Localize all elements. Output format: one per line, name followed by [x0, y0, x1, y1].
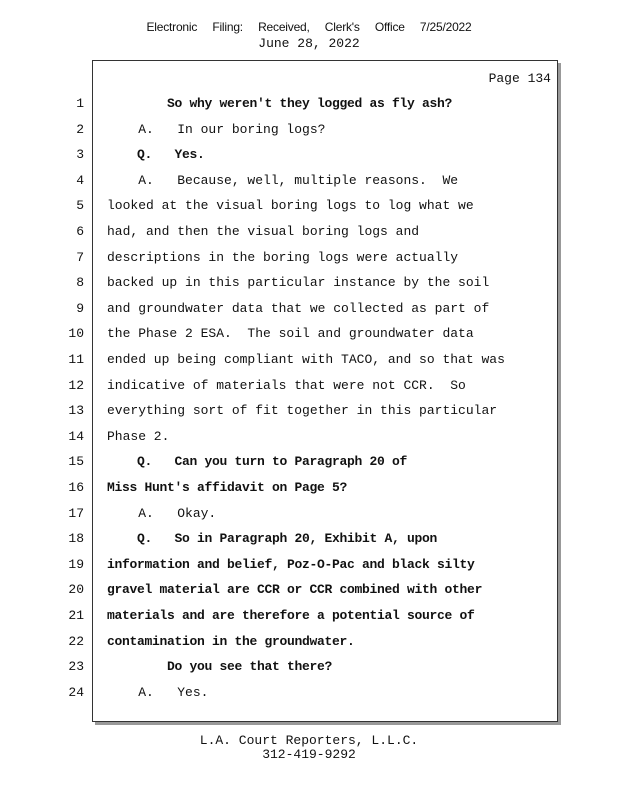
- line-number: 14: [68, 428, 84, 444]
- transcript-line: Q. Can you turn to Paragraph 20 of: [107, 454, 408, 470]
- line-number: 6: [76, 224, 84, 239]
- reporter-company: L.A. Court Reporters, L.L.C.: [199, 733, 419, 748]
- transcript-line: ended up being compliant with TACO, and so that was: [107, 352, 505, 367]
- transcript-line: information and belief, Poz-O-Pac and black silty: [107, 556, 475, 572]
- stamp-part: Clerk's: [324, 20, 360, 34]
- transcript-line: and groundwater data that we collected as part of: [107, 300, 490, 316]
- transcript-line: materials and are therefore a potential source of: [107, 608, 475, 623]
- line-number: 10: [68, 326, 84, 342]
- efiling-stamp: [0, 20, 618, 34]
- line-number: 24: [68, 684, 84, 700]
- transcript-line: Phase 2.: [107, 428, 170, 444]
- line-number: 3: [76, 147, 84, 163]
- stamp-part: Received,: [258, 20, 310, 34]
- line-number: 19: [68, 556, 84, 572]
- transcript-line: A. Because, well, multiple reasons. We: [107, 172, 459, 188]
- transcript-line: A. Yes.: [107, 684, 209, 700]
- line-number: 21: [68, 608, 84, 623]
- line-number: 8: [76, 275, 84, 291]
- transcript-line: Q. Yes.: [107, 147, 205, 163]
- transcript-line: Miss Hunt's affidavit on Page 5?: [107, 480, 348, 495]
- line-number: 11: [68, 352, 84, 367]
- line-number: 18: [68, 531, 84, 547]
- line-number: 17: [68, 505, 84, 521]
- line-number: 1: [76, 96, 84, 111]
- transcript-date: June 28, 2022: [258, 36, 360, 51]
- transcript-line: backed up in this particular instance by the soil: [107, 275, 490, 291]
- stamp-part: Office: [374, 20, 405, 34]
- stamp-part: 7/25/2022: [419, 20, 472, 34]
- line-number: 7: [76, 249, 84, 265]
- page-number: Page 134: [488, 71, 551, 86]
- transcript-line: Q. So in Paragraph 20, Exhibit A, upon: [107, 531, 438, 547]
- line-number: 23: [68, 659, 84, 675]
- transcript-line: the Phase 2 ESA. The soil and groundwater data: [107, 326, 474, 342]
- line-number: 20: [68, 582, 84, 598]
- line-number: 4: [76, 172, 84, 188]
- transcript-line: A. Okay.: [107, 505, 217, 521]
- transcript-line: indicative of materials that were not CCR. So: [107, 377, 466, 393]
- line-number: 9: [76, 300, 84, 316]
- transcript-line: Do you see that there?: [107, 659, 333, 675]
- transcript-line: contamination in the groundwater.: [107, 633, 355, 649]
- line-number: 15: [68, 454, 84, 470]
- transcript-line: A. In our boring logs?: [107, 121, 326, 137]
- transcript-line: So why weren't they logged as fly ash?: [107, 96, 453, 111]
- line-number: 12: [68, 377, 84, 393]
- reporter-phone: 312-419-9292: [262, 747, 356, 762]
- line-number: 2: [76, 121, 84, 137]
- line-number: 22: [68, 633, 84, 649]
- line-number: 13: [68, 403, 84, 419]
- line-number: 5: [76, 198, 84, 214]
- transcript-line: gravel material are CCR or CCR combined with other: [107, 582, 483, 598]
- transcript-line: looked at the visual boring logs to log what we: [107, 198, 474, 214]
- transcript-line: everything sort of fit together in this particular: [107, 403, 498, 419]
- transcript-line: had, and then the visual boring logs and: [107, 224, 420, 239]
- stamp-part: Filing:: [212, 20, 243, 34]
- line-number: 16: [68, 480, 84, 495]
- stamp-part: Electronic: [146, 20, 198, 34]
- transcript-line: descriptions in the boring logs were actually: [107, 249, 459, 265]
